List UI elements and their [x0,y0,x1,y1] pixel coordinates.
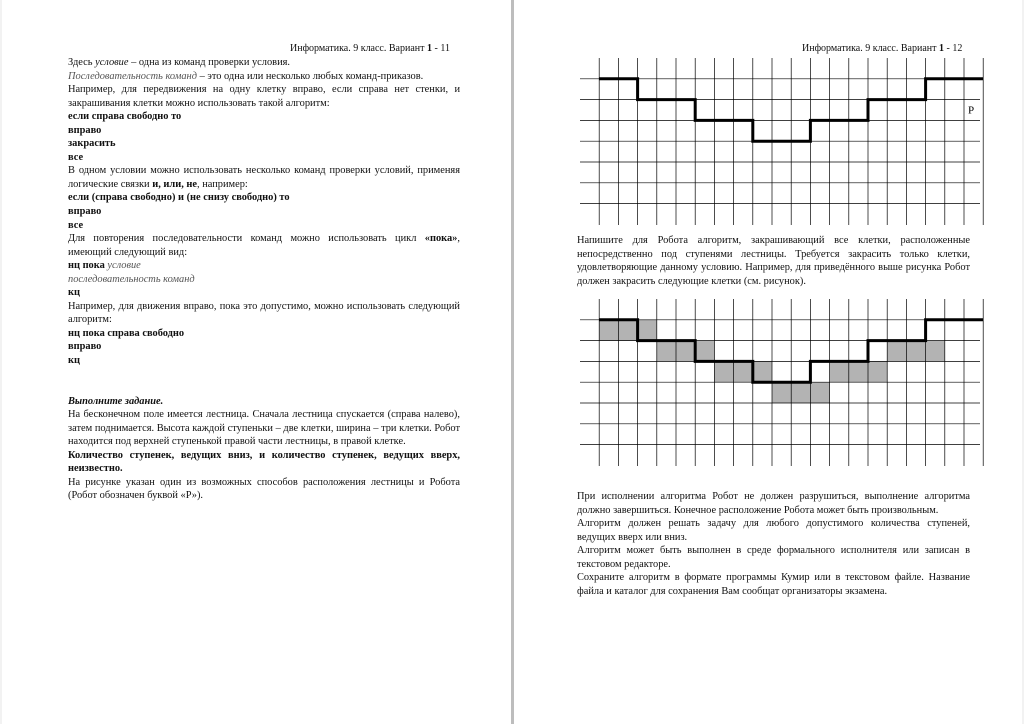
shaded-cell [657,341,676,362]
loop-intro-paragraph: Для повторения последовательности команд можно использовать цикл «пока», имеющий следующий вид: [68,233,460,258]
shaded-cell [599,320,618,341]
shaded-cell [638,320,657,341]
algo1-line: вправо [68,124,102,136]
right-page [514,0,1022,724]
shaded-cell [830,361,849,382]
shaded-cell [887,341,906,362]
shaded-cell [714,361,733,382]
requirement-paragraph: Сохраните алгоритм в формате программы Кумир или в текстовом файле. Название файла и каталог для сохранения Вам сообщат организаторы экзамена. [577,572,970,597]
shaded-cell [618,320,637,341]
intro-paragraph: Здесь условие – одна из команд проверки условия. [68,57,291,68]
shaded-cell [676,341,695,362]
loop-form-header: нц пока условие [68,260,141,272]
page-header [802,43,962,54]
robot-label: Р [968,104,975,117]
shaded-cell [791,382,810,403]
task-instructions [577,234,970,288]
requirements [577,490,970,598]
header-prefix: Информатика. 9 класс. Вариант [290,43,425,54]
algo3-line: вправо [68,341,102,353]
shaded-cell [906,341,925,362]
page-header [290,43,450,54]
header-variant: 1 [939,43,944,54]
seq-definition: Последовательность команд – это одна или несколько любых команд-приказов. [68,70,424,82]
header-variant: 1 [427,43,432,54]
shaded-cell [772,382,791,403]
requirement-paragraph: Алгоритм может быть выполнен в среде формального исполнителя или записан в текстовом редакторе. [577,545,970,570]
loop-form-body: последовательность команд [68,273,195,285]
shaded-cell [868,361,887,382]
algo2-line: если (справа свободно) и (не снизу свободно) то [68,192,290,204]
algo1-line: закрасить [68,138,116,150]
staircase-figure-2 [580,299,980,466]
algo3-line: нц пока справа свободно [68,327,185,339]
logic-paragraph: В одном условии можно использовать несколько команд проверки условий, применяя логические связки и, или, не, например: [68,165,460,190]
task-title: Выполните задание. [68,395,164,407]
shaded-cell [926,341,945,362]
left-page-body [68,56,460,503]
shaded-cell [810,382,829,403]
algo1-line: все [68,151,84,163]
task-paragraph: Количество ступенек, ведущих вниз, и количество ступенек, ведущих вверх, неизвестно. [68,449,460,475]
algo2-line: вправо [68,206,102,218]
example2-paragraph: Например, для движения вправо, пока это допустимо, можно использовать следующий алгоритм: [68,300,460,326]
shaded-cell [849,361,868,382]
shaded-cell [695,341,714,362]
header-page-number: - 11 [434,43,450,54]
instruction-paragraph: Напишите для Робота алгоритм, закрашивающий все клетки, расположенные непосредственно под ступенями лестницы. Требуется закрасить только клетки, удовлетворяющие данному условию. Например, для приведённого выше рисунка Робот должен закрасить следующие клетки (см. рисунок). [577,235,970,287]
algo2-line: все [68,219,84,231]
algo3-line: кц [68,355,80,367]
staircase-figure-1 [580,58,980,225]
left-page [2,0,511,724]
algo1-line: если справа свободно то [68,111,182,123]
shaded-cell [734,361,753,382]
header-page-number: - 12 [946,43,963,54]
requirement-paragraph: При исполнении алгоритма Робот не должен разрушиться, выполнение алгоритма должно завершиться. Конечное расположение Робота может быть произвольным. [577,491,970,516]
loop-form-end: кц [68,287,80,299]
header-prefix: Информатика. 9 класс. Вариант [802,43,937,54]
task-paragraph: На рисунке указан один из возможных способов расположения лестницы и Робота (Робот обозначен буквой «Р»). [68,476,460,502]
requirement-paragraph: Алгоритм должен решать задачу для любого допустимого количества ступеней, ведущих вверх или вниз. [577,518,970,543]
example1-paragraph: Например, для передвижения на одну клетку вправо, если справа нет стенки, и закрашивания клетки можно использовать такой алгоритм: [68,84,460,109]
task-paragraph: На бесконечном поле имеется лестница. Сначала лестница спускается (справа налево), затем поднимается. Высота каждой ступеньки – две клетки, ширина – три клетки. Робот находится под верхней ступенькой правой части лестницы, в правой клетке. [68,409,460,448]
shaded-cell [753,361,772,382]
